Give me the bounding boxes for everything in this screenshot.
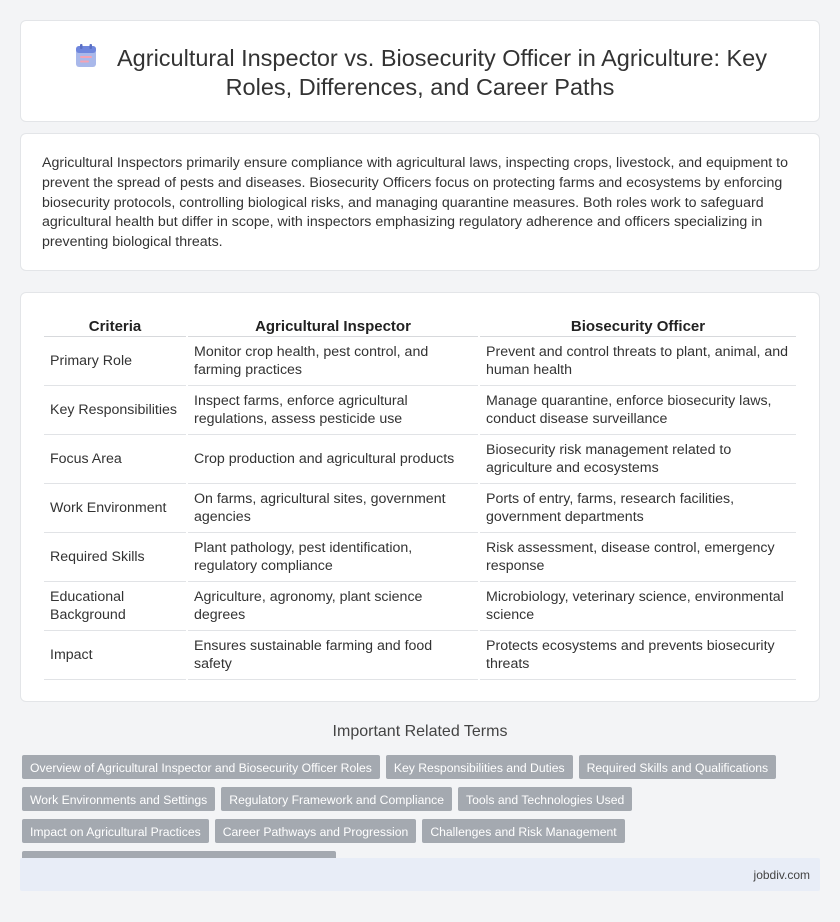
officer-cell: Microbiology, veterinary science, environmental science [480, 582, 796, 631]
related-term-tag[interactable]: Career Pathways and Progression [215, 819, 417, 843]
related-term-tag[interactable]: Required Skills and Qualifications [579, 755, 777, 779]
criteria-cell: Focus Area [44, 435, 186, 484]
table-row [44, 582, 796, 631]
officer-cell: Protects ecosystems and prevents biosecurity threats [480, 631, 796, 680]
page-title-text: Agricultural Inspector vs. Biosecurity Officer in Agriculture: Key Roles, Differences, and Career Paths [117, 45, 767, 100]
officer-cell: Manage quarantine, enforce biosecurity laws, conduct disease surveillance [480, 386, 796, 435]
inspector-cell: Inspect farms, enforce agricultural regulations, assess pesticide use [188, 386, 478, 435]
related-term-tag[interactable]: Challenges and Risk Management [422, 819, 624, 843]
column-header-criteria: Criteria [44, 315, 186, 337]
criteria-cell: Impact [44, 631, 186, 680]
header-card [20, 20, 820, 122]
page-title [61, 43, 779, 102]
inspector-cell: On farms, agricultural sites, government agencies [188, 484, 478, 533]
related-terms-list [22, 755, 822, 875]
officer-cell: Prevent and control threats to plant, animal, and human health [480, 337, 796, 386]
intro-paragraph: Agricultural Inspectors primarily ensure compliance with agricultural laws, inspecting crops, livestock, and equipment to prevent the spread of pests and diseases. Biosecurity Officers focus on protecting farms and ecosystems by enforcing biosecurity protocols, controlling biological risks, and managing quarantine measures. Both roles work to safeguard agricultural health but differ in scope, with inspectors emphasizing regulatory adherence and officers specializing in preventing biological threats. [42, 155, 788, 251]
table-row [44, 386, 796, 435]
footer [20, 858, 820, 891]
document-icon [73, 43, 99, 69]
inspector-cell: Plant pathology, pest identification, regulatory compliance [188, 533, 478, 582]
table-header-row [44, 315, 796, 337]
table-row [44, 631, 796, 680]
criteria-cell: Work Environment [44, 484, 186, 533]
criteria-cell: Required Skills [44, 533, 186, 582]
criteria-cell: Educational Background [44, 582, 186, 631]
table-row [44, 533, 796, 582]
related-term-tag[interactable]: Tools and Technologies Used [458, 787, 632, 811]
related-term-tag[interactable]: Work Environments and Settings [22, 787, 215, 811]
intro-card [20, 133, 820, 271]
inspector-cell: Agriculture, agronomy, plant science degrees [188, 582, 478, 631]
footer-site-link[interactable]: jobdiv.com [753, 868, 810, 882]
related-term-tag[interactable]: Overview of Agricultural Inspector and Biosecurity Officer Roles [22, 755, 380, 779]
column-header-agricultural-inspector: Agricultural Inspector [188, 315, 478, 337]
column-header-biosecurity-officer: Biosecurity Officer [480, 315, 796, 337]
officer-cell: Ports of entry, farms, research facilities, government departments [480, 484, 796, 533]
comparison-table [42, 315, 798, 680]
officer-cell: Biosecurity risk management related to agriculture and ecosystems [480, 435, 796, 484]
related-terms-heading: Important Related Terms [332, 723, 508, 740]
table-row [44, 435, 796, 484]
table-row [44, 337, 796, 386]
inspector-cell: Monitor crop health, pest control, and farming practices [188, 337, 478, 386]
officer-cell: Risk assessment, disease control, emergency response [480, 533, 796, 582]
table-row [44, 484, 796, 533]
related-term-tag[interactable]: Impact on Agricultural Practices [22, 819, 209, 843]
inspector-cell: Ensures sustainable farming and food safety [188, 631, 478, 680]
related-term-tag[interactable]: Regulatory Framework and Compliance [221, 787, 452, 811]
criteria-cell: Primary Role [44, 337, 186, 386]
comparison-table-card [20, 292, 820, 702]
inspector-cell: Crop production and agricultural products [188, 435, 478, 484]
related-term-tag[interactable]: Key Responsibilities and Duties [386, 755, 573, 779]
criteria-cell: Key Responsibilities [44, 386, 186, 435]
